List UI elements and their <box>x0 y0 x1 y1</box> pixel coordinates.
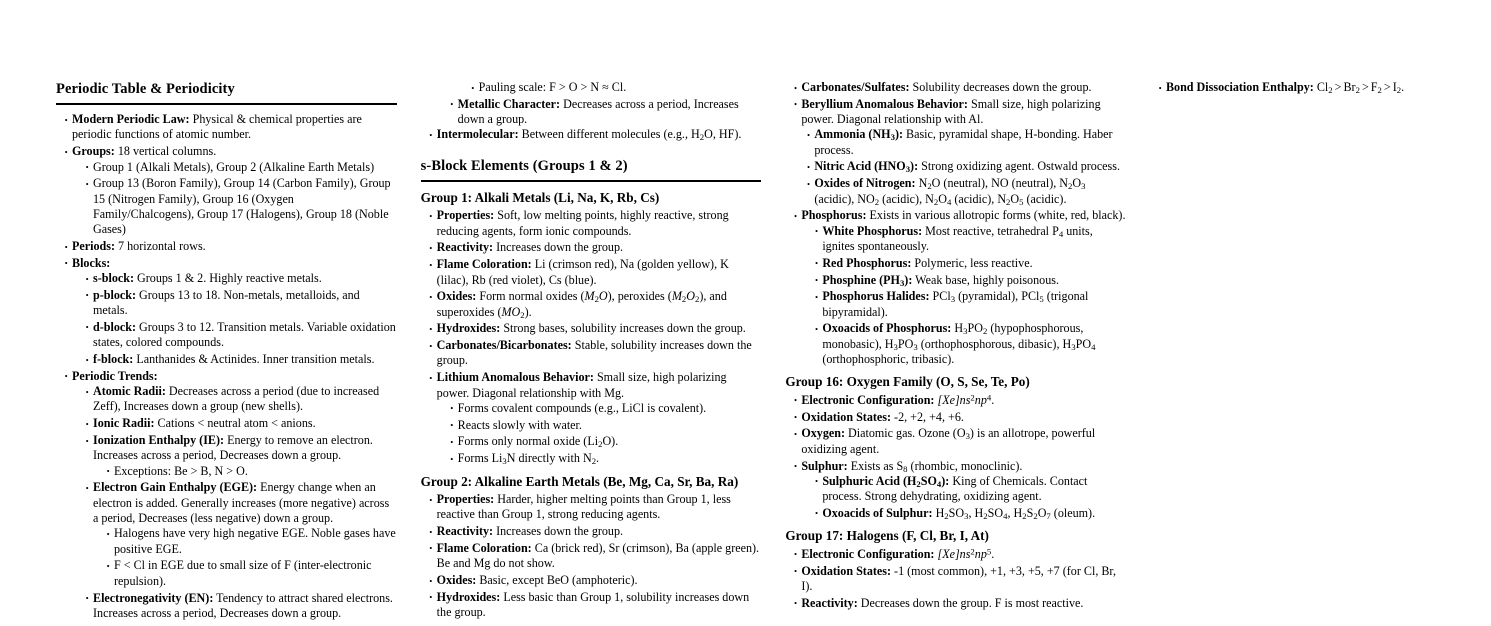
item-label: Reactivity: <box>436 524 494 539</box>
item-label: Intermolecular: <box>436 127 519 142</box>
list-item <box>429 240 762 255</box>
list-item <box>64 256 397 368</box>
item-label: Groups: <box>72 144 115 159</box>
item-text: F < Cl in EGE due to small size of F (inter-electronic repulsion). <box>114 558 372 588</box>
list-item <box>429 370 762 466</box>
list-item <box>429 289 762 320</box>
formula-config-group16: $[Xe]ns^2np^4$ <box>937 392 992 407</box>
list-item <box>806 127 1126 158</box>
list-item <box>85 416 397 431</box>
item-text: Groups 3 to 12. Transition metals. Variable oxidation states, colored compounds. <box>93 319 396 350</box>
item-text: Ca (brick red), Sr (crimson), Ba (apple green). Be and Mg do not show. <box>436 540 760 571</box>
section-heading-s-block: s-Block Elements (Groups 1 & 2) <box>421 157 762 182</box>
item-text-static: Basic, pyramidal shape, H-bonding. Haber process. <box>814 127 1113 157</box>
item-text: Group 13 (Boron Family), Group 14 (Carbon Family), Group 15 (Nitrogen Family), Group 16 (Oxygen Family/Chalcogens), Group 17 (Halogens), Group 18 (Noble Gases) <box>93 176 391 237</box>
list-item <box>85 352 397 367</box>
formula-superoxide: $MO_2$ <box>501 304 525 320</box>
list-item <box>814 506 1126 521</box>
formula-s8: $S_8$ <box>896 458 908 474</box>
intermolecular-orphan-list <box>421 127 762 142</box>
item-text-static: Forms only normal oxide $(Li_2O)$. <box>457 434 619 450</box>
phosphorus-sublist <box>801 224 1126 368</box>
item-label: White Phosphorus: <box>822 223 923 238</box>
item-text: Li (crimson red), Na (golden yellow), K (lilac), Rb (red violet), Cs (blue). <box>436 257 729 287</box>
item-text-static: Strong oxidizing agent. Ostwald process. <box>921 159 1120 174</box>
item-label: s-block: <box>93 271 134 286</box>
list-item <box>793 80 1126 95</box>
list-item <box>450 97 762 128</box>
list-item <box>429 127 762 142</box>
list-item <box>793 459 1126 522</box>
list-item <box>814 289 1126 320</box>
list-item <box>814 224 1126 255</box>
item-label: Red Phosphorus: <box>822 255 912 270</box>
subsection-heading-group-16: Group 16: Oxygen Family (O, S, Se, Te, Po) <box>785 374 1030 390</box>
list-item <box>793 547 1126 562</box>
item-text-static: $H_2SO_3$, $H_2SO_4$, $H_2S_2O_7$ (oleum). <box>935 505 1096 521</box>
item-label: Hydroxides: <box>436 589 501 604</box>
list-item <box>450 401 762 416</box>
item-text-static: Weak base, highly poisonous. <box>915 272 1059 287</box>
item-label: Carbonates/Sulfates: <box>801 80 910 94</box>
item-text: Solubility decreases down the group. <box>912 80 1092 94</box>
subsection-heading-group-17: Group 17: Halogens (F, Cl, Br, I, At) <box>785 528 989 544</box>
item-text: Groups 1 & 2. Highly reactive metals. <box>137 271 322 286</box>
list-item <box>429 541 762 572</box>
item-text-static: Exists as $S_8$ (rhombic, monoclinic). <box>850 458 1023 474</box>
item-text: Forms covalent compounds (e.g., LiCl is covalent). <box>457 400 707 415</box>
item-text: Tendency to attract shared electrons. Increases across a period, Decreases down a group. <box>93 590 393 620</box>
item-label: Electronic Configuration: <box>801 392 935 407</box>
formula-p4: $P_4$ <box>1052 223 1064 239</box>
list-item <box>429 321 762 336</box>
item-label: Oxides: <box>436 573 477 588</box>
item-text: Between different molecules (e.g., <box>521 127 692 142</box>
item-label: Electronic Configuration: <box>801 546 935 561</box>
formula-sulphuric-acid: $H_2SO_4$ <box>907 473 942 489</box>
list-item <box>85 320 397 351</box>
list-item <box>806 176 1126 207</box>
item-text-static: Form normal oxides $(M_2O)$, peroxides $(M_2O_2)$, and superoxides $(MO_2)$. <box>436 289 727 320</box>
item-label-static: Nitric Acid $(HNO_3)$: <box>814 159 919 175</box>
item-text: Physical & chemical properties are periodic functions of atomic number. <box>72 112 362 142</box>
formula-water: $H_2O$ <box>691 127 713 143</box>
item-text: Stable, solubility increases down the group. <box>436 338 752 368</box>
item-text: Exceptions: Be > B, N > O. <box>114 463 248 478</box>
item-text-static: $N_2O$ (neutral), NO (neutral), $N_2O_3$ (acidic), $NO_2$ (acidic), $N_2O_4$ (acidic), $N_2O_5$ (acidic). <box>814 176 1086 207</box>
item-label: Properties: <box>436 208 495 223</box>
item-text: Energy to remove an electron. Increases across a period, Decreases down a group. <box>93 433 373 463</box>
item-text: Decreases across a period (due to increased Zeff), Increases down a group (new shells). <box>93 384 380 414</box>
list-item <box>471 80 762 95</box>
ie-exceptions-sublist <box>93 464 397 479</box>
item-text: 7 horizontal rows. <box>118 239 206 253</box>
formula-config-group17: $[Xe]ns^2np^5$ <box>937 546 992 561</box>
item-text: Energy change when an electron is added. Generally increases (more negative) across a period, Decreases (less negative) down a group. <box>93 480 390 526</box>
group1-list <box>421 208 762 466</box>
item-text-static: $[Xe]ns^2np^5$. <box>937 546 995 561</box>
list-item <box>814 321 1126 367</box>
item-text-static: PCl$_3$ (pyramidal), PCl$_5$ (trigonal bipyramidal). <box>822 289 1089 319</box>
list-item <box>85 176 397 237</box>
formula-lithium-nitride: $Li_3N$ <box>491 451 516 467</box>
list-item <box>429 257 762 288</box>
formula-dinitrogen: $N_2$ <box>582 451 597 467</box>
three-column-layout <box>56 80 1405 626</box>
item-label: Phosphorus Halides: <box>822 289 930 304</box>
item-text: Lanthanides & Actinides. Inner transition metals. <box>136 352 375 367</box>
list-item <box>814 273 1126 288</box>
list-item <box>85 433 397 479</box>
item-label: Phosphorus: <box>801 208 867 223</box>
nitrogen-family-list <box>785 127 1126 367</box>
item-text: Decreases across a period, Increases down a group. <box>457 96 739 127</box>
item-label: Oxides: <box>436 289 477 304</box>
item-label-static: Phosphine $(PH_3)$: <box>822 272 913 288</box>
item-label: Oxoacids of Phosphorus: <box>822 321 952 336</box>
item-label: Periodic Trends: <box>72 368 158 383</box>
item-text: Polymeric, less reactive. <box>914 255 1033 270</box>
item-label: Atomic Radii: <box>93 384 166 399</box>
item-label: Ionic Radii: <box>93 416 155 431</box>
group16-list <box>785 393 1126 521</box>
item-text: Basic, except BeO (amphoteric). <box>479 573 638 588</box>
item-text-static: $[Xe]ns^2np^4$. <box>937 392 995 407</box>
item-text-static: $Cl_2 > Br_2 > F_2 > I_2$. <box>1316 80 1405 95</box>
list-item <box>106 464 397 479</box>
item-text: Soft, low melting points, highly reactive, strong reducing agents, form ionic compounds. <box>436 208 729 238</box>
item-text-static: Diatomic gas. Ozone $(O_3)$ is an allotrope, powerful oxidizing agent. <box>801 426 1096 456</box>
list-item <box>85 384 397 415</box>
item-label: p-block: <box>93 287 137 302</box>
item-text-static: $H_3PO_2$ (hypophosphorous, monobasic), $H_3PO_3$ (orthophosphorous, dibasic), $H_3PO_4$ (orthophosphoric, tribasic). <box>822 321 1096 367</box>
list-item <box>793 410 1126 425</box>
list-item <box>814 474 1126 505</box>
item-label: Reactivity: <box>801 595 858 610</box>
ege-notes-sublist <box>93 526 397 589</box>
item-label: Lithium Anomalous Behavior: <box>436 370 594 385</box>
formula-ammonia: $NH_3$ <box>872 127 895 143</box>
formula-ozone: $O_3$ <box>956 426 970 442</box>
list-item <box>429 590 762 621</box>
item-text: Decreases down the group. F is most reactive. <box>860 595 1084 610</box>
item-label: Bond Dissociation Enthalpy: <box>1165 80 1314 94</box>
item-text: Increases down the group. <box>496 524 624 539</box>
list-item <box>429 524 762 539</box>
formula-lithium-oxide: $Li_2O$ <box>587 434 612 450</box>
item-label-static: Oxides of Nitrogen: <box>814 176 916 191</box>
item-text: Cations < neutral atom < anions. <box>157 416 316 431</box>
formula-phosphine: $PH_3$ <box>883 272 905 288</box>
item-label: Ionization Enthalpy (IE): <box>93 433 225 448</box>
list-item <box>64 144 397 237</box>
item-label-static: Ammonia $(NH_3)$: <box>814 127 903 143</box>
groups-sublist <box>72 160 397 238</box>
list-item <box>450 434 762 449</box>
list-item <box>85 288 397 319</box>
item-label: Flame Coloration: <box>436 540 532 555</box>
formula-normal-oxide: $M_2O$ <box>584 289 608 305</box>
item-label: Electron Gain Enthalpy (EGE): <box>93 480 258 495</box>
item-text: -2, +2, +4, +6. <box>894 409 964 424</box>
item-label: Beryllium Anomalous Behavior: <box>801 96 968 111</box>
item-text: Exists in various allotropic forms (white, red, black). <box>869 208 1126 223</box>
list-item <box>85 271 397 286</box>
item-text: Strong bases, solubility increases down the group. <box>503 321 746 336</box>
list-item <box>806 159 1126 174</box>
item-text: Reacts slowly with water. <box>457 417 582 432</box>
lithium-anomaly-sublist <box>437 401 762 467</box>
list-item <box>106 526 397 557</box>
item-label: Properties: <box>436 492 495 507</box>
formula-peroxide: $M_2O_2$ <box>671 289 700 305</box>
blocks-sublist <box>72 271 397 367</box>
list-item <box>85 480 397 589</box>
item-label-static: Sulphuric Acid $(H_2SO_4)$: <box>822 473 950 489</box>
item-text-static: Forms $Li_3N$ directly with $N_2$. <box>457 451 600 467</box>
item-text: Harder, higher melting points than Group 1, less reactive than Group 1, strong reducing agents. <box>436 492 731 522</box>
item-label: Reactivity: <box>436 240 494 255</box>
list-item <box>64 239 397 254</box>
item-text: Pauling scale: F > O > N ≈ Cl. <box>478 80 627 94</box>
item-label: Hydroxides: <box>436 321 501 336</box>
item-text: Less basic than Group 1, solubility increases down the group. <box>436 589 750 620</box>
list-item <box>64 112 397 143</box>
list-item <box>793 426 1126 457</box>
list-item <box>793 97 1126 128</box>
list-item <box>793 564 1126 595</box>
item-label: Oxidation States: <box>801 563 892 578</box>
formula-nitric-acid: $HNO_3$ <box>878 159 911 175</box>
subsection-heading-group-1: Group 1: Alkali Metals (Li, Na, K, Rb, Cs) <box>420 189 660 205</box>
item-text-static: Most reactive, tetrahedral $P_4$ units, ignites spontaneously. <box>822 223 1093 253</box>
list-item <box>450 451 762 466</box>
item-label: Flame Coloration: <box>436 257 532 272</box>
list-item <box>429 208 762 239</box>
item-text-tail: , HF). <box>712 127 742 142</box>
list-item <box>429 492 762 523</box>
list-item <box>106 558 397 589</box>
item-label: Oxidation States: <box>801 409 892 424</box>
list-item <box>814 256 1126 271</box>
list-item <box>1158 80 1491 95</box>
list-item <box>429 573 762 588</box>
item-label: d-block: <box>93 319 137 334</box>
item-text: Increases down the group. <box>496 240 624 255</box>
list-item <box>793 596 1126 611</box>
item-text: Groups 13 to 18. Non-metals, metalloids, and metals. <box>93 287 360 318</box>
list-item <box>793 208 1126 367</box>
item-text: Group 1 (Alkali Metals), Group 2 (Alkaline Earth Metals) <box>93 159 375 174</box>
list-item <box>793 393 1126 408</box>
item-label: Oxoacids of Sulphur: <box>822 505 933 520</box>
item-label: Sulphur: <box>801 458 848 473</box>
section-heading-periodic-table: Periodic Table & Periodicity <box>56 80 397 105</box>
item-label: f-block: <box>93 352 134 367</box>
item-text: Small size, high polarizing power. Diagonal relationship with Mg. <box>436 370 727 400</box>
item-label: Metallic Character: <box>457 96 561 111</box>
item-label: Modern Periodic Law: <box>72 112 190 127</box>
item-label: Carbonates/Bicarbonates: <box>436 338 572 353</box>
list-item <box>450 418 762 433</box>
item-label: Oxygen: <box>801 426 845 441</box>
list-item <box>429 338 762 369</box>
item-text: Small size, high polarizing power. Diagonal relationship with Al. <box>801 96 1101 127</box>
item-label: Periods: <box>72 239 115 253</box>
subsection-heading-group-2: Group 2: Alkaline Earth Metals (Be, Mg, Ca, Sr, Ba, Ra) <box>420 473 739 489</box>
item-label: Electronegativity (EN): <box>93 590 214 605</box>
item-text: Halogens have very high negative EGE. Noble gases have positive EGE. <box>114 526 396 556</box>
item-label: Blocks: <box>72 255 111 270</box>
sulphur-sublist <box>801 474 1126 521</box>
en-notes-sublist <box>458 80 762 95</box>
list-item <box>85 160 397 175</box>
item-text: -1 (most common), +1, +3, +5, +7 (for Cl, Br, I). <box>801 563 1117 593</box>
item-text-static: King of Chemicals. Contact process. Strong dehydrating, oxidizing agent. <box>822 473 1088 504</box>
item-text: 18 vertical columns. <box>117 144 217 159</box>
